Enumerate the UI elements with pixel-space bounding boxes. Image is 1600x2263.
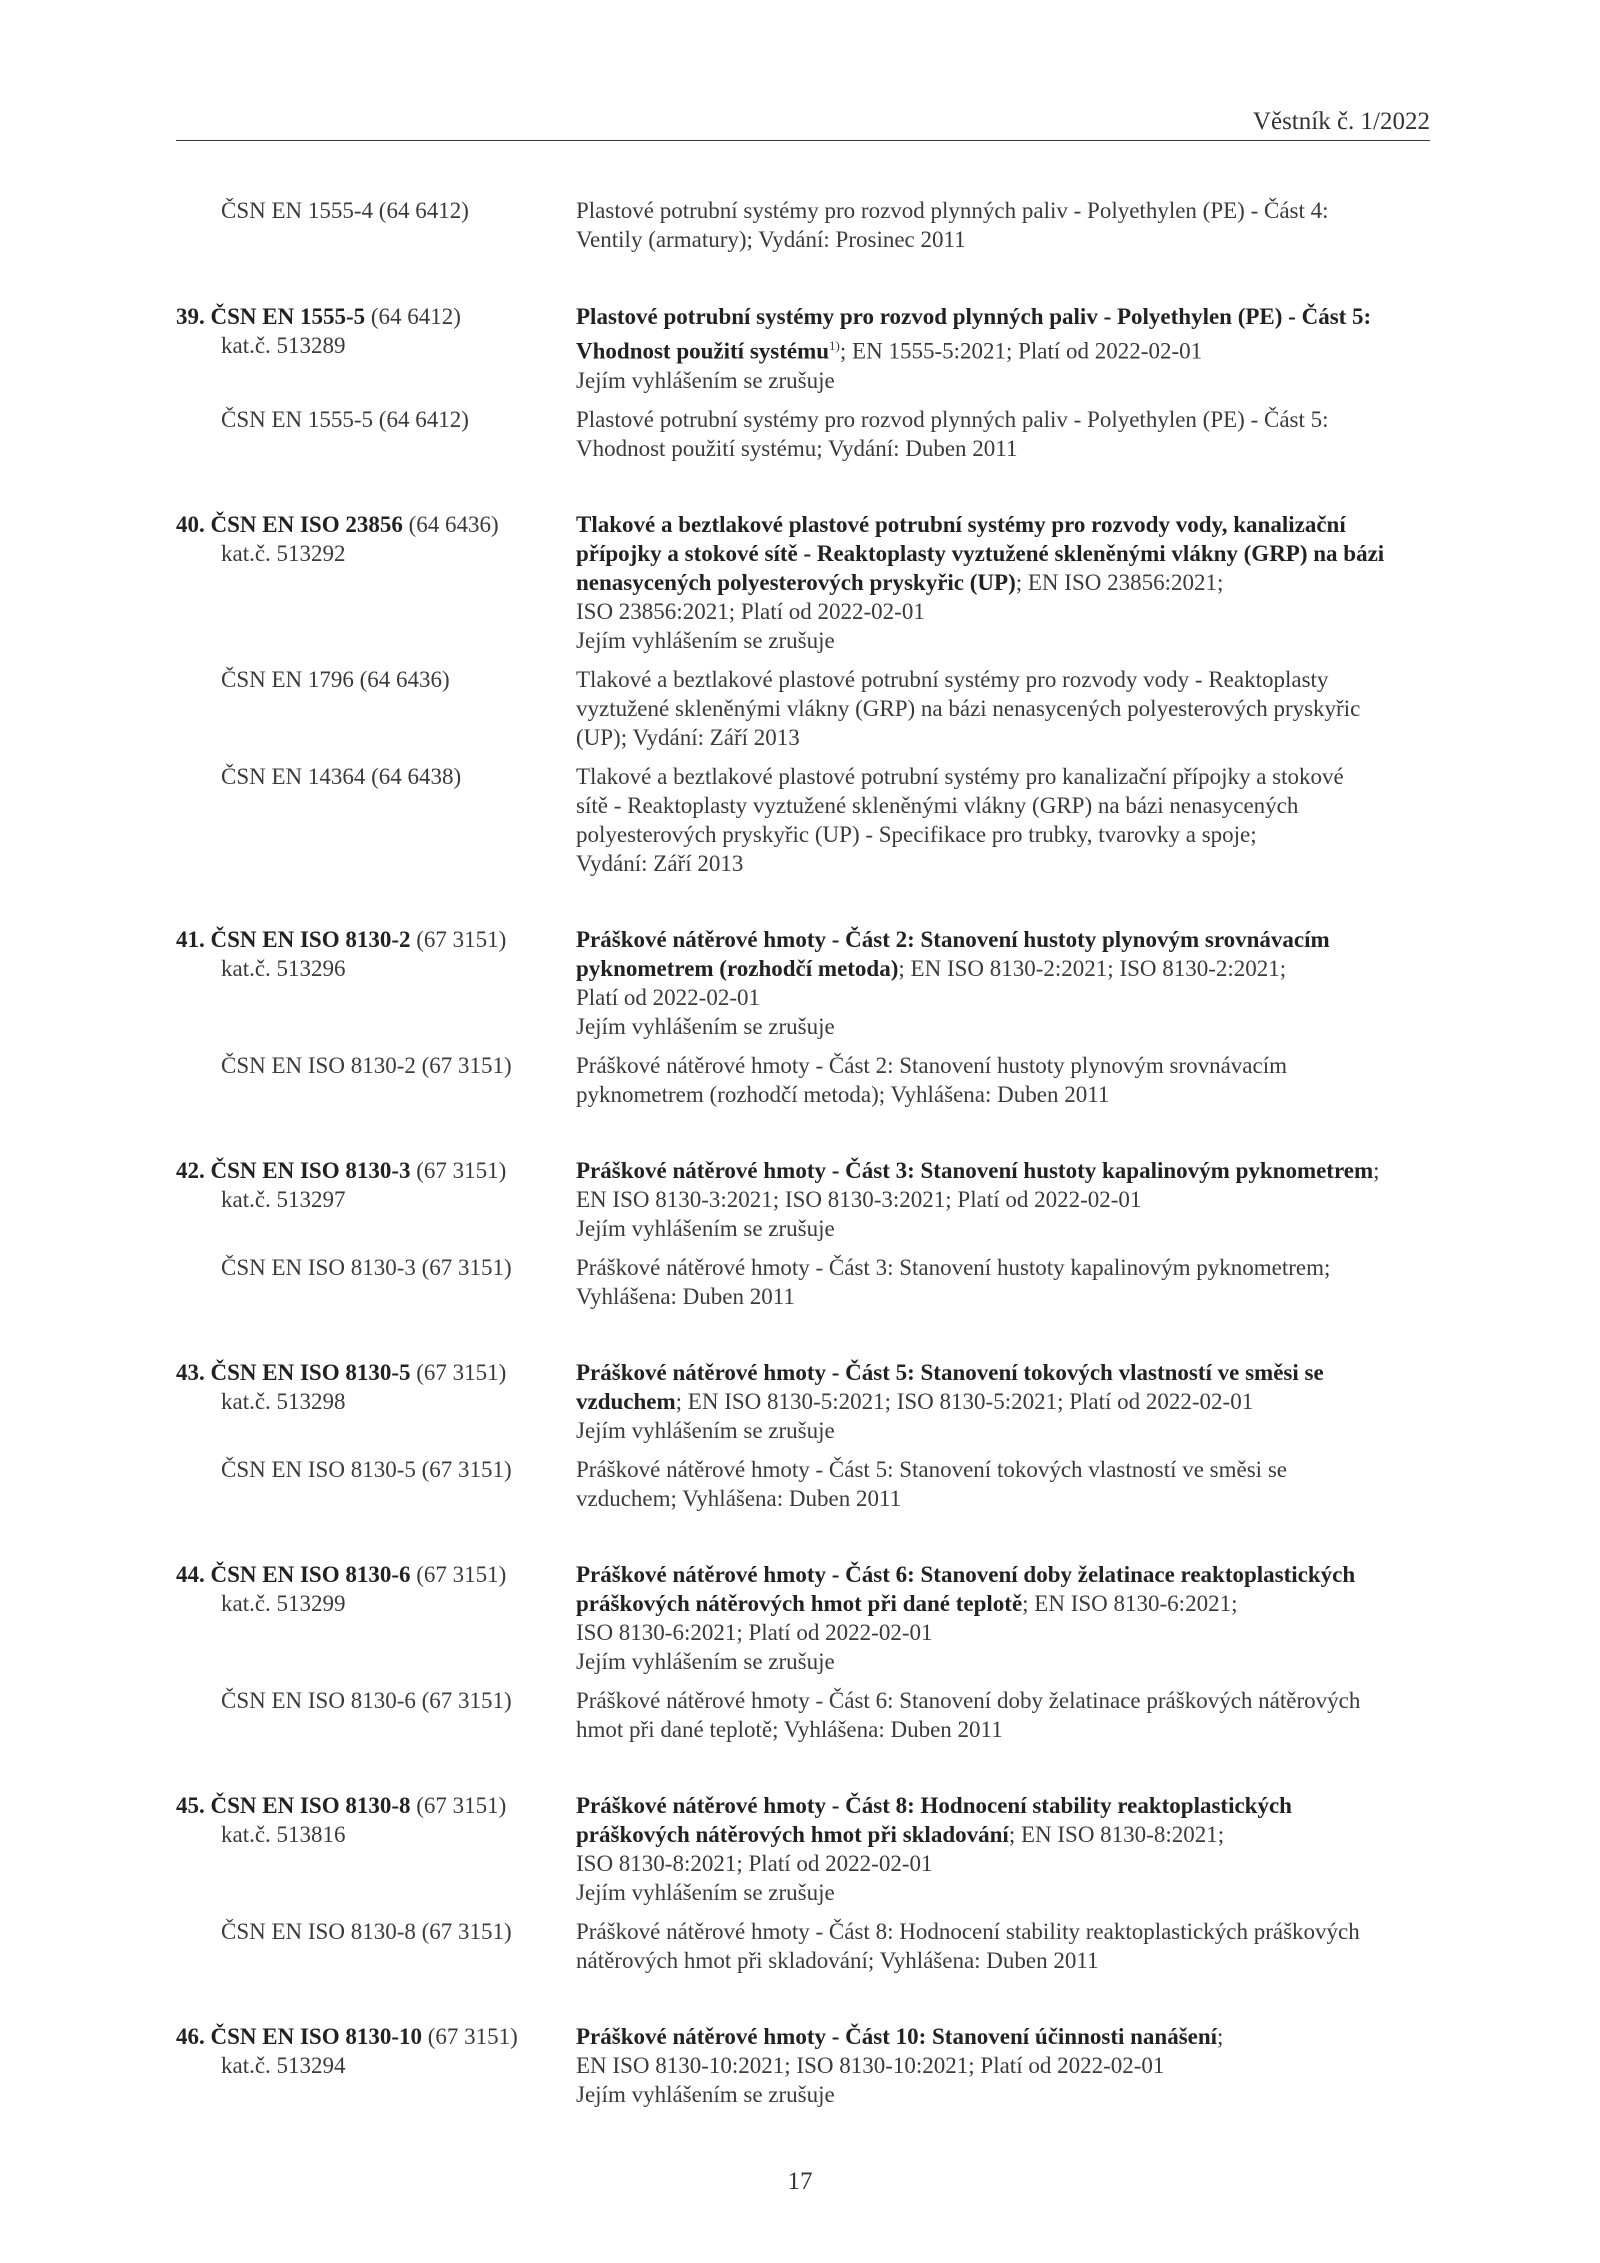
- standard-title-line: [576, 1589, 1430, 1618]
- replaced-standard-row: [176, 665, 1430, 752]
- catalog-number: kat.č. 513296: [221, 955, 346, 981]
- replaced-standard-text: Práškové nátěrové hmoty - Část 5: Stanovení tokových vlastností ve směsi se: [576, 1456, 1287, 1482]
- standard-title-line: [576, 983, 1430, 1012]
- standard-details: Jejím vyhlášením se zrušuje: [576, 1879, 835, 1905]
- standard-details: Jejím vyhlášením se zrušuje: [576, 1417, 835, 1443]
- standard-title-line: [576, 1156, 1430, 1185]
- standard-title: práškových nátěrových hmot při dané teplotě: [576, 1590, 1023, 1616]
- replaced-standard-code: ČSN EN ISO 8130-8 (67 3151): [221, 1918, 512, 1944]
- standard-title-line: [576, 925, 1430, 954]
- standard-title: pyknometrem (rozhodčí metoda): [576, 955, 899, 981]
- standard-title-line: [576, 366, 1430, 395]
- standard-details: ; EN ISO 23856:2021;: [1015, 569, 1224, 595]
- standard-entry: [176, 1560, 1430, 1744]
- new-standard-row: [176, 510, 1430, 655]
- standard-details: ; EN ISO 8130-5:2021; ISO 8130-5:2021; Platí od 2022-02-01: [675, 1388, 1254, 1414]
- standard-title: Práškové nátěrové hmoty - Část 5: Stanovení tokových vlastností ve směsi se: [576, 1359, 1324, 1385]
- standard-title-line: [576, 510, 1430, 539]
- standard-title: Tlakové a beztlakové plastové potrubní systémy pro rozvody vody, kanalizační: [576, 511, 1346, 537]
- standard-title: nenasycených polyesterových pryskyřic (UP): [576, 569, 1016, 595]
- replaced-standard-text: pyknometrem (rozhodčí metoda); Vyhlášena: Duben 2011: [576, 1081, 1110, 1107]
- page-number-text: 17: [787, 2168, 813, 2195]
- header-title: Věstník č. 1/2022: [1252, 108, 1430, 135]
- classification-code: (67 3151): [422, 2023, 518, 2049]
- replaced-standard-text: (UP); Vydání: Září 2013: [576, 724, 800, 750]
- classification-code: (67 3151): [410, 1561, 507, 1587]
- replaced-standard-text: Vydání: Září 2013: [576, 850, 744, 876]
- standard-title: Práškové nátěrové hmoty - Část 3: Stanovení hustoty kapalinovým pyknometrem: [576, 1157, 1374, 1183]
- standard-details: Jejím vyhlášením se zrušuje: [576, 1648, 835, 1674]
- standard-title-line: [576, 2022, 1430, 2051]
- page-header: [176, 108, 1430, 141]
- standard-details: ; EN ISO 8130-8:2021;: [1008, 1821, 1225, 1847]
- standard-title-line: [576, 1849, 1430, 1878]
- standard-title-line: [576, 1358, 1430, 1387]
- standard-entry: [176, 302, 1430, 463]
- standards-list: [176, 196, 1430, 2156]
- standard-details: EN ISO 8130-10:2021; ISO 8130-10:2021; Platí od 2022-02-01: [576, 2052, 1165, 2078]
- replaced-standard-code: ČSN EN ISO 8130-6 (67 3151): [221, 1687, 512, 1713]
- replaced-standard-code: ČSN EN 14364 (64 6438): [221, 763, 462, 789]
- standard-details: ISO 8130-8:2021; Platí od 2022-02-01: [576, 1850, 933, 1876]
- replaced-standard-row: [176, 405, 1430, 463]
- replaced-standard-text: Tlakové a beztlakové plastové potrubní systémy pro kanalizační přípojky a stokové: [576, 763, 1344, 789]
- standard-details: ;: [1373, 1157, 1380, 1183]
- standard-title-line: [576, 1618, 1430, 1647]
- standard-title: práškových nátěrových hmot při skladování: [576, 1821, 1009, 1847]
- replaced-standard-row: [176, 1051, 1430, 1109]
- standard-details: Jejím vyhlášením se zrušuje: [576, 1013, 835, 1039]
- standard-code: ČSN EN ISO 8130-10: [210, 2023, 423, 2049]
- replaced-standard-code: ČSN EN 1555-4 (64 6412): [221, 198, 469, 223]
- catalog-number: kat.č. 513292: [221, 540, 346, 566]
- standard-title-line: [576, 597, 1430, 626]
- classification-code: (64 6412): [365, 304, 461, 329]
- replaced-standard-text: Práškové nátěrové hmoty - Část 6: Stanovení doby želatinace práškových nátěrových: [576, 1687, 1361, 1713]
- replaced-standard-text: polyesterových pryskyřic (UP) - Specifikace pro trubky, tvarovky a spoje;: [576, 821, 1257, 847]
- classification-code: (64 6436): [402, 511, 499, 537]
- standard-title: Práškové nátěrové hmoty - Část 2: Stanovení hustoty plynovým srovnávacím: [576, 926, 1330, 952]
- standard-title-line: [576, 1560, 1430, 1589]
- standard-entry: [176, 510, 1430, 878]
- standard-entry: [176, 1358, 1430, 1513]
- classification-code: (67 3151): [410, 1157, 507, 1183]
- replaced-standard-text: vyztužené skleněnými vlákny (GRP) na bázi nenasycených polyesterových pryskyřic: [576, 695, 1361, 721]
- standard-title: Plastové potrubní systémy pro rozvod plynných paliv - Polyethylen (PE) - Část 5:: [576, 304, 1372, 329]
- standard-title-line: [576, 1791, 1430, 1820]
- replaced-standard-text: vzduchem; Vyhlášena: Duben 2011: [576, 1485, 902, 1511]
- replaced-standard-row: [176, 1455, 1430, 1513]
- standard-title: Práškové nátěrové hmoty - Část 10: Stanovení účinnosti nanášení: [576, 2023, 1218, 2049]
- replaced-standard-text: Práškové nátěrové hmoty - Část 2: Stanovení hustoty plynovým srovnávacím: [576, 1052, 1287, 1078]
- catalog-number: kat.č. 513299: [221, 1590, 346, 1616]
- footnote-marker: 1): [829, 338, 840, 353]
- entry-number: 39.: [176, 304, 205, 329]
- replaced-standard-code: ČSN EN 1555-5 (64 6412): [221, 406, 469, 432]
- standard-code: ČSN EN 1555-5: [210, 304, 366, 329]
- standard-title-line: [576, 626, 1430, 655]
- catalog-number: kat.č. 513816: [221, 1821, 346, 1847]
- classification-code: (67 3151): [410, 1792, 507, 1818]
- standard-details: Jejím vyhlášením se zrušuje: [576, 1215, 835, 1241]
- entry-number: 46.: [176, 2023, 205, 2049]
- standard-details: ;: [1217, 2023, 1224, 2049]
- standard-details: ISO 23856:2021; Platí od 2022-02-01: [576, 598, 925, 624]
- standard-title-line: [576, 2051, 1430, 2080]
- replaced-standard-text: Práškové nátěrové hmoty - Část 8: Hodnocení stability reaktoplastických práškových: [576, 1918, 1360, 1944]
- classification-code: (67 3151): [410, 926, 507, 952]
- standard-entry: [176, 1156, 1430, 1311]
- standard-title-line: [576, 302, 1430, 331]
- standard-title-line: [576, 568, 1430, 597]
- replaced-standard-row: [176, 1917, 1430, 1975]
- standard-title-line: [576, 1647, 1430, 1676]
- standard-details: ; EN 1555-5:2021; Platí od 2022-02-01: [839, 338, 1203, 364]
- standard-title-line: [576, 1012, 1430, 1041]
- standard-code: ČSN EN ISO 8130-8: [210, 1792, 411, 1818]
- standard-title-line: [576, 1185, 1430, 1214]
- standard-details: Jejím vyhlášením se zrušuje: [576, 627, 835, 653]
- replaced-standard-code: ČSN EN 1796 (64 6436): [221, 666, 450, 692]
- replaced-standard-code: ČSN EN ISO 8130-5 (67 3151): [221, 1456, 512, 1482]
- replaced-standard-text: Plastové potrubní systémy pro rozvod plynných paliv - Polyethylen (PE) - Část 4:: [576, 198, 1329, 223]
- replaced-standard-text: Práškové nátěrové hmoty - Část 3: Stanovení hustoty kapalinovým pyknometrem;: [576, 1254, 1331, 1280]
- replaced-standard-row: [176, 762, 1430, 878]
- replaced-standard-code: ČSN EN ISO 8130-2 (67 3151): [221, 1052, 512, 1078]
- replaced-standard-row: [176, 1253, 1430, 1311]
- standard-code: ČSN EN ISO 8130-5: [210, 1359, 411, 1385]
- new-standard-row: [176, 1156, 1430, 1243]
- replaced-standard-text: Vhodnost použití systému; Vydání: Duben 2011: [576, 435, 1018, 461]
- standard-details: Platí od 2022-02-01: [576, 984, 760, 1010]
- page-number: [0, 2168, 1600, 2196]
- catalog-number: kat.č. 513297: [221, 1186, 346, 1212]
- standard-title: vzduchem: [576, 1388, 676, 1414]
- catalog-number: kat.č. 513289: [221, 333, 346, 358]
- standard-title: Práškové nátěrové hmoty - Část 8: Hodnocení stability reaktoplastických: [576, 1792, 1292, 1818]
- catalog-number: kat.č. 513294: [221, 2052, 346, 2078]
- standard-code: ČSN EN ISO 8130-2: [210, 926, 411, 952]
- replaced-standard-text: nátěrových hmot při skladování; Vyhlášena: Duben 2011: [576, 1947, 1099, 1973]
- replaced-standard-row: [176, 1686, 1430, 1744]
- standard-details: ; EN ISO 8130-2:2021; ISO 8130-2:2021;: [898, 955, 1287, 981]
- standard-title: Vhodnost použití systému: [576, 338, 830, 364]
- entry-number: 42.: [176, 1157, 205, 1183]
- entry-number: 40.: [176, 511, 205, 537]
- replaced-standard-text: Vyhlášena: Duben 2011: [576, 1283, 795, 1309]
- standard-title-line: [576, 1878, 1430, 1907]
- new-standard-row: [176, 2022, 1430, 2109]
- new-standard-row: [176, 1791, 1430, 1907]
- replaced-standard-text: Plastové potrubní systémy pro rozvod plynných paliv - Polyethylen (PE) - Část 5:: [576, 406, 1329, 432]
- entry-number: 45.: [176, 1792, 205, 1818]
- standard-title: přípojky a stokové sítě - Reaktoplasty vyztužené skleněnými vlákny (GRP) na bázi: [576, 540, 1385, 566]
- new-standard-row: [176, 302, 1430, 395]
- standard-title-line: [576, 539, 1430, 568]
- replaced-standard-row: [176, 196, 1430, 254]
- standard-title-line: [576, 331, 1430, 366]
- standard-title-line: [576, 954, 1430, 983]
- replaced-standard-code: ČSN EN ISO 8130-3 (67 3151): [221, 1254, 512, 1280]
- entry-number: 44.: [176, 1561, 205, 1587]
- standard-details: ISO 8130-6:2021; Platí od 2022-02-01: [576, 1619, 933, 1645]
- replaced-standard-text: sítě - Reaktoplasty vyztužené skleněnými vlákny (GRP) na bázi nenasycených: [576, 792, 1299, 818]
- new-standard-row: [176, 925, 1430, 1041]
- standard-entry: [176, 1791, 1430, 1975]
- standard-details: Jejím vyhlášením se zrušuje: [576, 367, 835, 393]
- replaced-standard-text: hmot při dané teplotě; Vyhlášena: Duben 2011: [576, 1716, 1003, 1742]
- standard-title-line: [576, 1416, 1430, 1445]
- entry-number: 43.: [176, 1359, 205, 1385]
- classification-code: (67 3151): [410, 1359, 507, 1385]
- standard-details: ; EN ISO 8130-6:2021;: [1022, 1590, 1238, 1616]
- new-standard-row: [176, 1560, 1430, 1676]
- standard-code: ČSN EN ISO 8130-3: [210, 1157, 411, 1183]
- list-item: [176, 196, 1430, 254]
- standard-details: Jejím vyhlášením se zrušuje: [576, 2081, 835, 2107]
- standard-title-line: [576, 1214, 1430, 1243]
- replaced-standard-text: Tlakové a beztlakové plastové potrubní systémy pro rozvody vody - Reaktoplasty: [576, 666, 1329, 692]
- standard-details: EN ISO 8130-3:2021; ISO 8130-3:2021; Platí od 2022-02-01: [576, 1186, 1142, 1212]
- standard-title-line: [576, 1387, 1430, 1416]
- standard-code: ČSN EN ISO 23856: [210, 511, 403, 537]
- new-standard-row: [176, 1358, 1430, 1445]
- catalog-number: kat.č. 513298: [221, 1388, 346, 1414]
- replaced-standard-text: Ventily (armatury); Vydání: Prosinec 2011: [576, 227, 966, 252]
- entries-container: [176, 302, 1430, 2109]
- standard-title-line: [576, 1820, 1430, 1849]
- standard-entry: [176, 925, 1430, 1109]
- standard-title: Práškové nátěrové hmoty - Část 6: Stanovení doby želatinace reaktoplastických: [576, 1561, 1356, 1587]
- entry-number: 41.: [176, 926, 205, 952]
- standard-title-line: [576, 2080, 1430, 2109]
- standard-entry: [176, 2022, 1430, 2109]
- standard-code: ČSN EN ISO 8130-6: [210, 1561, 411, 1587]
